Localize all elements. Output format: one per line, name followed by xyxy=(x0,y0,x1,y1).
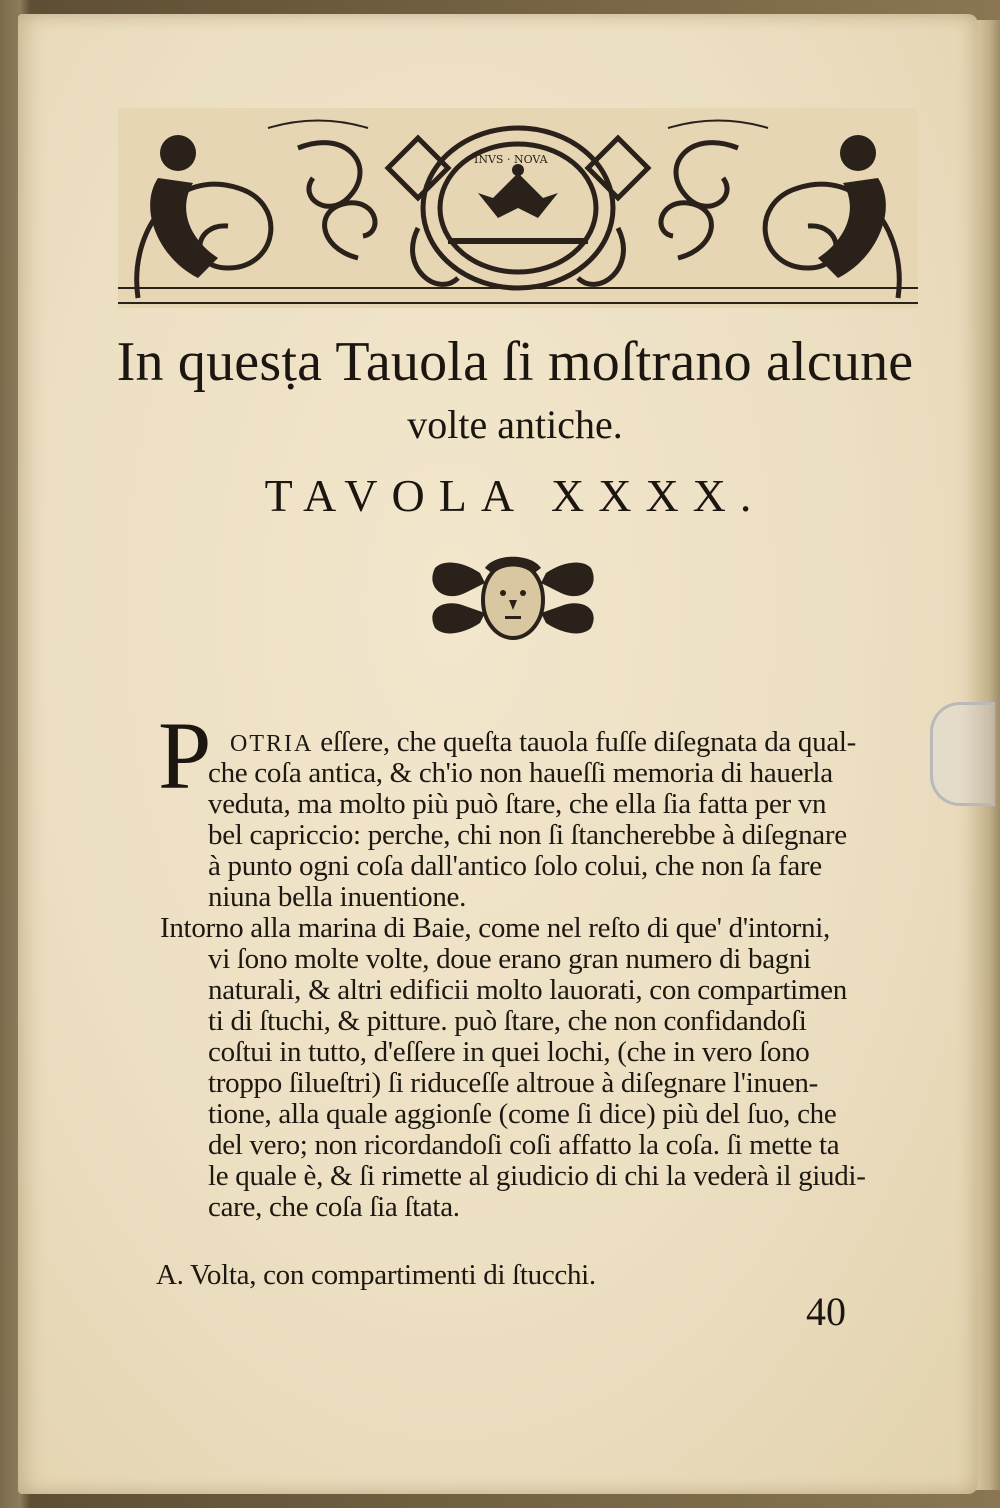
paragraph-2-line-10: care, che coſa ſia ſtata. xyxy=(208,1191,460,1223)
paragraph-2-line-2: vi ſono molte volte, doue erano gran numero di bagni xyxy=(208,943,811,975)
mask-fleuron-ornament xyxy=(425,548,601,648)
paragraph-2-line-6: troppo ſilueſtri) ſi riduceſſe altroue à diſegnare l'inuen- xyxy=(208,1067,818,1099)
plate-label: TAVOLA XXXX. xyxy=(264,470,766,521)
paper-clip xyxy=(930,702,995,806)
paragraph-2-line-8: del vero; non ricordandoſi coſi affatto la coſa. ſi mette ta xyxy=(208,1129,840,1161)
drop-cap: P xyxy=(158,702,212,809)
paragraph-1-line-5: à punto ogni coſa dall'antico ſolo colui, che non ſa fare xyxy=(208,850,822,882)
paragraph-1-line-6: niuna bella inuentione. xyxy=(208,881,467,913)
paragraph-2-line-1: Intorno alla marina di Baie, come nel reſto di que' d'intorni, xyxy=(160,912,830,944)
paragraph-2-line-7: tione, alla quale aggionſe (come ſi dice) più del ſuo, che xyxy=(208,1098,837,1130)
page-number: 40 xyxy=(806,1289,846,1334)
page-title: In quesṭa Tauola ſi moſtrano alcune xyxy=(116,331,914,393)
headpiece-ornament xyxy=(118,108,918,308)
first-word: OTRIA xyxy=(230,731,314,757)
paragraph-1-line-1-text: eſſere, che queſta tauola fuſſe diſegnata da qual- xyxy=(320,726,857,758)
paragraph-2-line-5: coſtui in tutto, d'eſſere in quei lochi, (che in vero ſono xyxy=(208,1036,810,1068)
paragraph-1-line-2: che coſa antica, & ch'io non haueſſi memoria di hauerla xyxy=(208,757,833,789)
paragraph-2-line-9: le quale è, & ſi rimette al giudicio di chi la vederà il giudi- xyxy=(208,1160,866,1192)
paragraph-1-line-4: bel capriccio: perche, chi non ſi ſtancherebbe à diſegnare xyxy=(208,819,847,851)
plate-caption: A. Volta, con compartimenti di ſtucchi. xyxy=(156,1259,596,1291)
paragraph-2-line-3: naturali, & altri edificii molto lauorati, con compartimen xyxy=(208,974,847,1006)
headpiece-text: INVS · NOVA xyxy=(474,153,548,166)
paragraph-1-line-3: veduta, ma molto più può ſtare, che ella ſia fatta per vn xyxy=(208,788,827,820)
paragraph-2-line-4: ti di ſtuchi, & pitture. può ſtare, che non confidandoſi xyxy=(208,1005,807,1037)
page-subtitle: volte antiche. xyxy=(407,402,623,447)
